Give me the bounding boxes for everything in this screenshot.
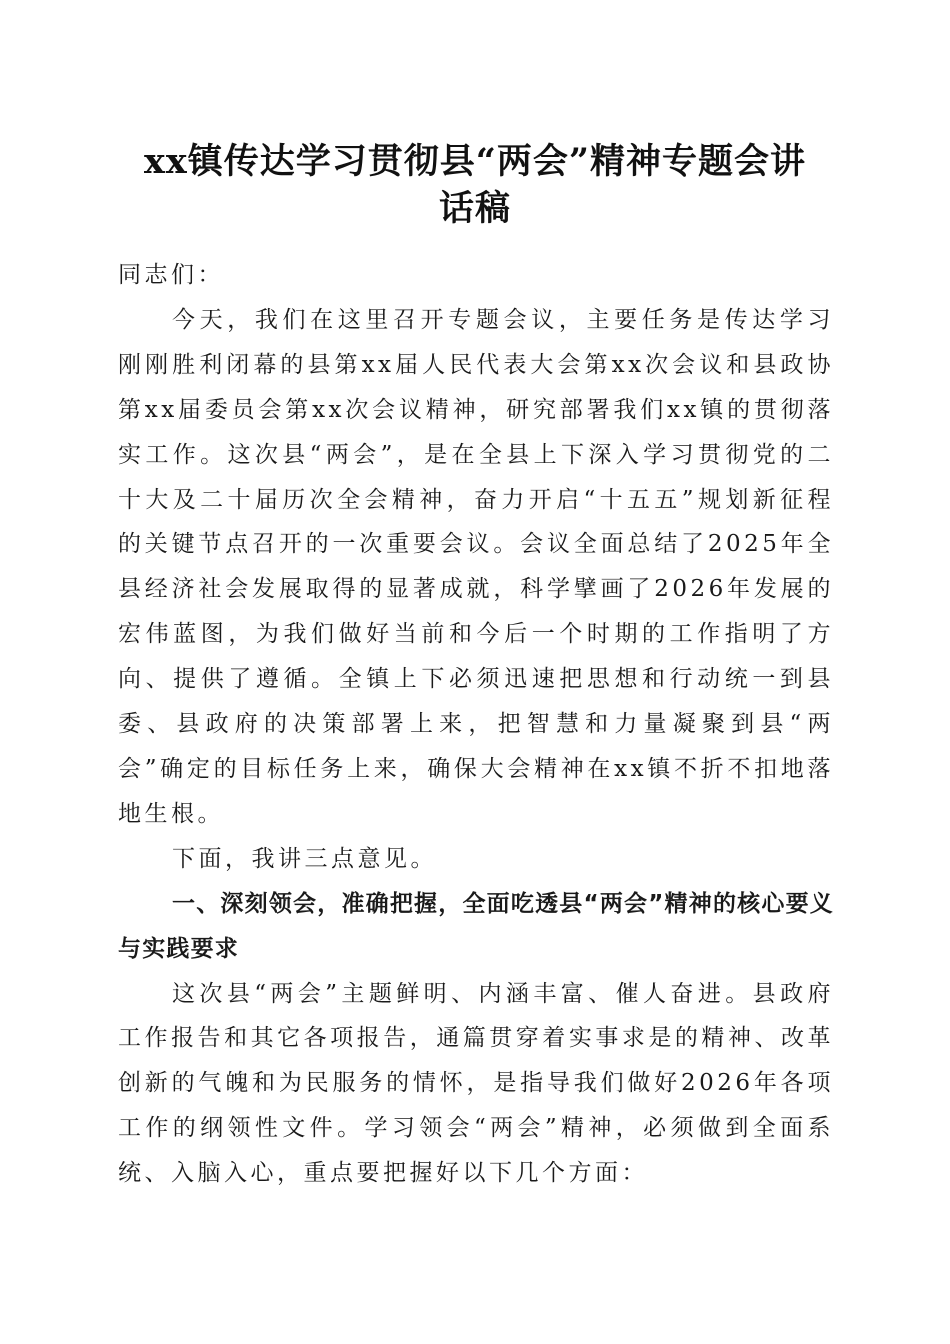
section-heading-1: 一、深刻领会，准确把握，全面吃透县“两会”精神的核心要义与实践要求 xyxy=(118,890,834,962)
transition-sentence: 下面，我讲三点意见。 xyxy=(172,845,437,872)
greeting: 同志们： xyxy=(118,262,224,288)
title-line-2: 话稿 xyxy=(438,188,511,229)
document-body xyxy=(118,253,834,1196)
title-line-1: xx镇传达学习贯彻县“两会”精神专题会讲 xyxy=(144,141,806,182)
intro-paragraph: 今天，我们在这里召开专题会议，主要任务是传达学习刚刚胜利闭幕的县第xx届人民代表大会第xx次会议和县政协第xx届委员会第xx次会议精神，研究部署我们xx镇的贯彻落实工作。这次县“两会”，是在全县上下深入学习贯彻党的二十大及二十届历次全会精神，奋力开启“十五五”规划新征程的关键节点召开的一次重要会议。会议全面总结了2025年全县经济社会发展取得的显著成就，科学擘画了2026年发展的宏伟蓝图，为我们做好当前和今后一个时期的工作指明了方向、提供了遵循。全镇上下必须迅速把思想和行动统一到县委、县政府的决策部署上来，把智慧和力量凝聚到县“两会”确定的目标任务上来，确保大会精神在xx镇不折不扣地落地生根。 xyxy=(118,306,834,827)
section-1-paragraph: 这次县“两会”主题鲜明、内涵丰富、催人奋进。县政府工作报告和其它各项报告，通篇贯穿着实事求是的精神、改革创新的气魄和为民服务的情怀，是指导我们做好2026年各项工作的纲领性文件。学习领会“两会”精神，必须做到全面系统、入脑入心，重点要把握好以下几个方面： xyxy=(118,980,834,1187)
document-title xyxy=(90,138,860,232)
